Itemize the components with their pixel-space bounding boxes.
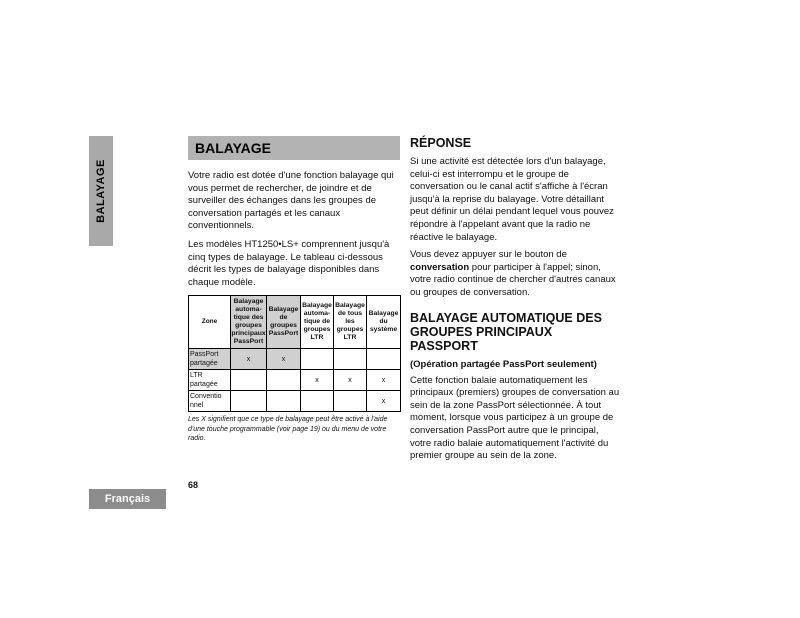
table-cell xyxy=(301,391,334,412)
table-cell xyxy=(334,349,367,370)
side-tab-label: BALAYAGE xyxy=(95,159,107,223)
table-header: Balayage automa-tique de groupes LTR xyxy=(301,296,334,349)
talk-text-post: pour participer à l'appel; sinon, votre radio continue de chercher d'autres canaux ou groupes de conversation. xyxy=(410,261,616,298)
language-tab: Français xyxy=(89,489,166,509)
table-cell: x xyxy=(367,370,401,391)
table-cell xyxy=(267,370,301,391)
table-cell xyxy=(334,391,367,412)
models-paragraph: Les modèles HT1250•LS+ comprennent jusqu'à cinq types de balayage. Le tableau ci-dessous décrit les types de balayage disponibles dans chaque modèle. xyxy=(188,238,390,288)
table-cell xyxy=(267,391,301,412)
table-header-row xyxy=(189,296,401,349)
row-label: PassPort partagée xyxy=(189,349,231,370)
table-cell xyxy=(367,349,401,370)
response-heading: RÉPONSE xyxy=(410,136,472,150)
response-paragraph: Si une activité est détectée lors d'un balayage, celui-ci est interrompu et le groupe de conversation ou le canal actif s'affiche à l'écran jusqu'à la reprise du balayage. Votre détaillant peut définir un délai pendant lequel vous pouvez répondre à l'appelant avant que la radio ne réactive le balayage. xyxy=(410,156,614,243)
auto-scan-heading: BALAYAGE AUTOMATIQUE DES GROUPES PRINCIPAUX PASSPORT xyxy=(410,310,602,353)
side-tab xyxy=(89,136,113,246)
table-cell: x xyxy=(301,370,334,391)
table-cell xyxy=(231,370,267,391)
row-label: LTR partagée xyxy=(189,370,231,391)
talk-text-pre: Vous devez appuyer sur le bouton de xyxy=(410,249,567,261)
table-row xyxy=(189,370,401,391)
right-column xyxy=(410,136,620,463)
left-column xyxy=(188,136,400,444)
table-header: Balayage de tous les groupes LTR xyxy=(334,296,367,349)
table-cell: x xyxy=(367,391,401,412)
table-header: Zone xyxy=(189,296,231,349)
table-header: Balayage du système xyxy=(367,296,401,349)
row-label: Conventio nnel xyxy=(189,391,231,412)
table-cell: x xyxy=(267,349,301,370)
table-footnote: Les X signifient que ce type de balayage peut être activé à l'aide d'une touche programmable (voir page 19) ou du menu de votre radio. xyxy=(188,416,388,443)
talk-button-term: conversation xyxy=(410,261,470,273)
section-title: BALAYAGE xyxy=(188,136,400,160)
table-row xyxy=(189,391,401,412)
table-header: Balayage automa-tique des groupes principaux PassPort xyxy=(231,296,267,349)
table-header: Balayage de groupes PassPort xyxy=(267,296,301,349)
table-cell xyxy=(301,349,334,370)
auto-scan-subheading: (Opération partagée PassPort seulement) xyxy=(410,358,597,370)
intro-paragraph: Votre radio est dotée d'une fonction balayage qui vous permet de rechercher, de joindre et de surveiller des échanges dans les groupes de conversation partagés et les canaux conventionnels. xyxy=(188,170,394,232)
scan-types-table xyxy=(188,295,401,412)
auto-scan-paragraph: Cette fonction balaie automatiquement les principaux (premiers) groupes de conversation au sein de la zone PassPort sélectionnée. À tout moment, lorsque vous participez à un groupe de conversation PassPort autre que le principal, votre radio balaie automatiquement l'activité du premier groupe au sein de la zone. xyxy=(410,374,620,462)
table-cell: x xyxy=(231,349,267,370)
table-cell xyxy=(231,391,267,412)
table-cell: x xyxy=(334,370,367,391)
table-row xyxy=(189,349,401,370)
talk-button-paragraph xyxy=(410,249,620,299)
page-number: 68 xyxy=(188,480,199,490)
